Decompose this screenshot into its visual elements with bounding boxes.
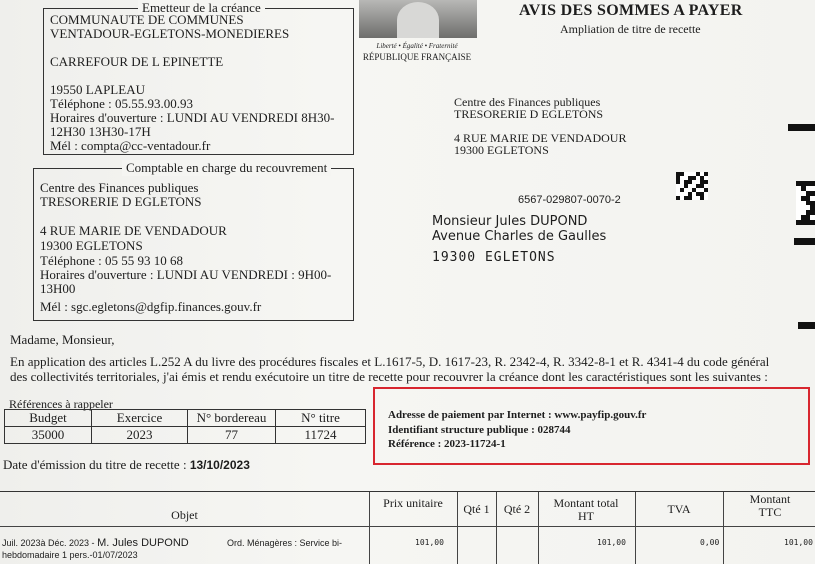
references-header: N° bordereau — [188, 410, 276, 427]
emission-date — [3, 457, 250, 473]
marking-bar — [788, 124, 815, 131]
datamatrix-icon — [796, 181, 815, 225]
sender-email: Mél : compta@cc-ventadour.fr — [50, 138, 211, 153]
references-value: 11724 — [276, 427, 366, 444]
payment-url: Adresse de paiement par Internet : www.payfip.gouv.fr — [388, 409, 647, 421]
cfp-line: Centre des Finances publiques — [454, 95, 601, 109]
references-value: 77 — [188, 427, 276, 444]
references-value: 2023 — [92, 427, 188, 444]
comptable-box — [33, 160, 354, 321]
comptable-email: Mél : sgc.egletons@dgfip.finances.gouv.fr — [40, 299, 262, 314]
references-header: N° titre — [276, 410, 366, 427]
letter-paragraph: des collectivités territoriales, j'ai émis et rendu exécutoire un titre de recette pour recouvrer la créance dont les caractéristiques sont les suivantes : — [10, 369, 768, 384]
comptable-line: TRESORERIE D EGLETONS — [40, 194, 202, 209]
item-name: M. Jules DUPOND — [97, 537, 189, 549]
item-period-text: Juil. 2023à Déc. 2023 - — [2, 538, 98, 548]
item-description: Ord. Ménagères : Service bi- — [227, 538, 343, 548]
republique-francaise-logo — [357, 0, 477, 68]
sender-box-title: Emetteur de la créance — [138, 0, 265, 16]
items-header-objet: Objet — [171, 508, 198, 522]
marianne-icon — [359, 0, 477, 38]
items-table — [0, 491, 815, 564]
logo-republic: RÉPUBLIQUE FRANÇAISE — [362, 52, 472, 62]
sender-line: CARREFOUR DE L EPINETTE — [50, 54, 224, 69]
cfp-line: 19300 EGLETONS — [454, 143, 549, 157]
sender-line: COMMUNAUTE DE COMMUNES — [50, 12, 244, 27]
barcode-number: 6567-029807-0070-2 — [518, 194, 621, 206]
item-montant-ht: 101,00 — [597, 538, 626, 547]
cfp-line: TRESORERIE D EGLETONS — [454, 107, 604, 121]
payment-reference: Référence : 2023-11724-1 — [388, 438, 506, 450]
items-header-qte1: Qté 1 — [463, 502, 490, 516]
recipient-street: Avenue Charles de Gaulles — [432, 229, 607, 244]
item-prix: 101,00 — [415, 538, 444, 547]
item-period — [2, 537, 189, 549]
comptable-line: 4 RUE MARIE DE VENDADOUR — [40, 223, 227, 238]
items-header-montant-ht: Montant total HT — [553, 496, 619, 523]
document-subtitle: Ampliation de titre de recette — [560, 22, 701, 36]
sender-line: VENTADOUR-EGLETONS-MONEDIERES — [50, 26, 290, 41]
sender-box — [43, 0, 354, 155]
logo-motto: Liberté • Égalité • Fraternité — [376, 42, 458, 50]
comptable-line: 19300 EGLETONS — [40, 238, 143, 253]
references-header: Exercice — [92, 410, 188, 427]
recipient-name: Monsieur Jules DUPOND — [432, 214, 588, 229]
emission-label: Date d'émission du titre de recette : — [3, 457, 190, 472]
payment-structure-id: Identifiant structure publique : 028744 — [388, 424, 571, 436]
items-header-prix: Prix unitaire — [383, 496, 443, 510]
item-montant-ttc: 101,00 — [784, 538, 813, 547]
salutation: Madame, Monsieur, — [10, 332, 115, 347]
sender-line: 12H30 13H30-17H — [50, 124, 151, 139]
references-table — [4, 409, 366, 444]
comptable-line: Téléphone : 05 55 93 10 68 — [40, 253, 183, 268]
comptable-line: 13H00 — [40, 281, 76, 296]
letter-paragraph: En application des articles L.252 A du livre des procédures fiscales et L.1617-5, D. 1617-23, R. 2342-4, R. 3342-8-1 et R. 4341-4 du code général — [10, 354, 770, 369]
sender-line: 19550 LAPLEAU — [50, 82, 145, 97]
comptable-box-title: Comptable en charge du recouvrement — [122, 160, 331, 176]
marking-bar — [798, 322, 815, 329]
items-header-tva: TVA — [667, 502, 691, 516]
datamatrix-icon — [676, 172, 708, 200]
cfp-line: 4 RUE MARIE DE VENDADOUR — [454, 131, 627, 145]
items-header-montant-ttc: Montant TTC — [749, 492, 791, 519]
sender-line: Horaires d'ouverture : LUNDI AU VENDREDI 8H30- — [50, 110, 335, 125]
recipient-city: 19300 EGLETONS — [432, 250, 556, 265]
document-title: AVIS DES SOMMES A PAYER — [519, 2, 743, 19]
sender-line: Téléphone : 05.55.93.00.93 — [50, 96, 193, 111]
comptable-line: Centre des Finances publiques — [40, 180, 199, 195]
references-label: Références à rappeler — [9, 397, 113, 411]
comptable-line: Horaires d'ouverture : LUNDI AU VENDREDI : 9H00- — [40, 267, 332, 282]
payment-info-box — [373, 387, 810, 465]
item-description-2: hebdomadaire 1 pers.-01/07/2023 — [2, 550, 138, 560]
marking-bar — [794, 238, 815, 245]
emission-date-value: 13/10/2023 — [189, 458, 250, 472]
item-tva: 0,00 — [700, 538, 720, 547]
items-header-qte2: Qté 2 — [503, 502, 531, 516]
references-value: 35000 — [5, 427, 92, 444]
references-header: Budget — [5, 410, 92, 427]
